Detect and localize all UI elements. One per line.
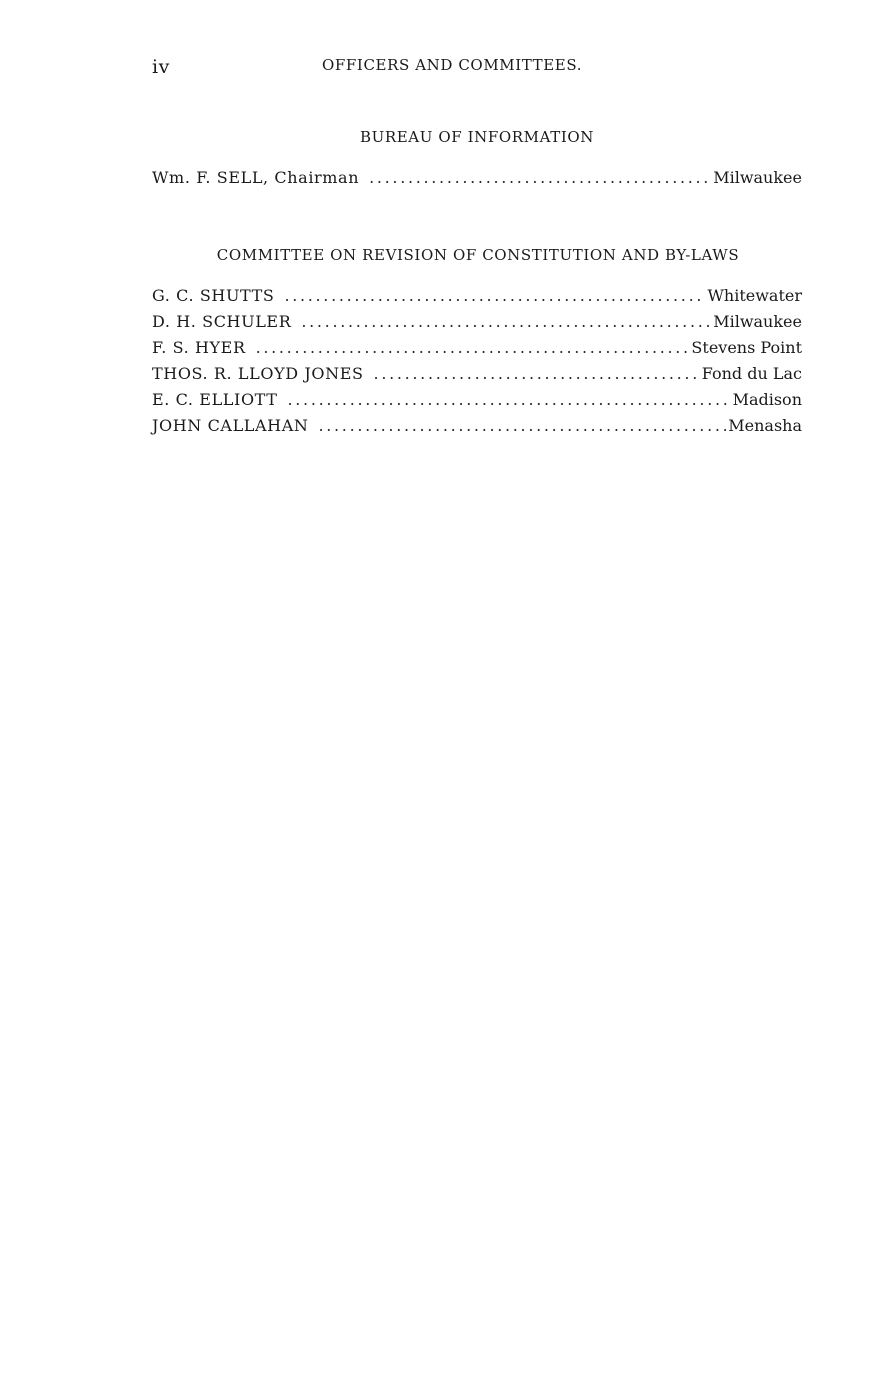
list-item <box>152 416 802 442</box>
dot-leader <box>288 390 731 409</box>
committee-heading: COMMITTEE ON REVISION OF CONSTITUTION AND BY-LAWS <box>216 246 740 264</box>
member-name: E. C. ELLIOTT <box>152 390 278 409</box>
list-item <box>152 338 802 364</box>
dot-leader <box>369 168 711 187</box>
dot-leader <box>374 364 700 383</box>
member-location: Fond du Lac <box>701 364 802 383</box>
list-item <box>152 286 802 312</box>
bureau-list <box>152 168 802 194</box>
list-item <box>152 390 802 416</box>
member-location: Whitewater <box>707 286 802 305</box>
member-name: F. S. HYER <box>152 338 246 357</box>
member-location: Milwaukee <box>713 312 802 331</box>
dot-leader <box>301 312 711 331</box>
committee-list <box>152 286 802 442</box>
list-item <box>152 364 802 390</box>
list-item <box>152 312 802 338</box>
member-name: JOHN CALLAHAN <box>152 416 309 435</box>
running-head: OFFICERS AND COMMITTEES. <box>322 56 583 74</box>
bureau-heading: BUREAU OF INFORMATION <box>360 128 594 146</box>
dot-leader <box>318 416 726 435</box>
member-name: G. C. SHUTTS <box>152 286 275 305</box>
dot-leader <box>284 286 705 305</box>
member-location: Stevens Point <box>691 338 802 357</box>
page-number: iv <box>152 56 170 78</box>
member-name: D. H. SCHULER <box>152 312 292 331</box>
member-location: Madison <box>732 390 802 409</box>
dot-leader <box>256 338 690 357</box>
member-location: Menasha <box>728 416 802 435</box>
list-item <box>152 168 802 194</box>
member-name: Wm. F. SELL, Chairman <box>152 168 360 187</box>
member-name: THOS. R. LLOYD JONES <box>152 364 364 383</box>
member-location: Milwaukee <box>713 168 802 187</box>
